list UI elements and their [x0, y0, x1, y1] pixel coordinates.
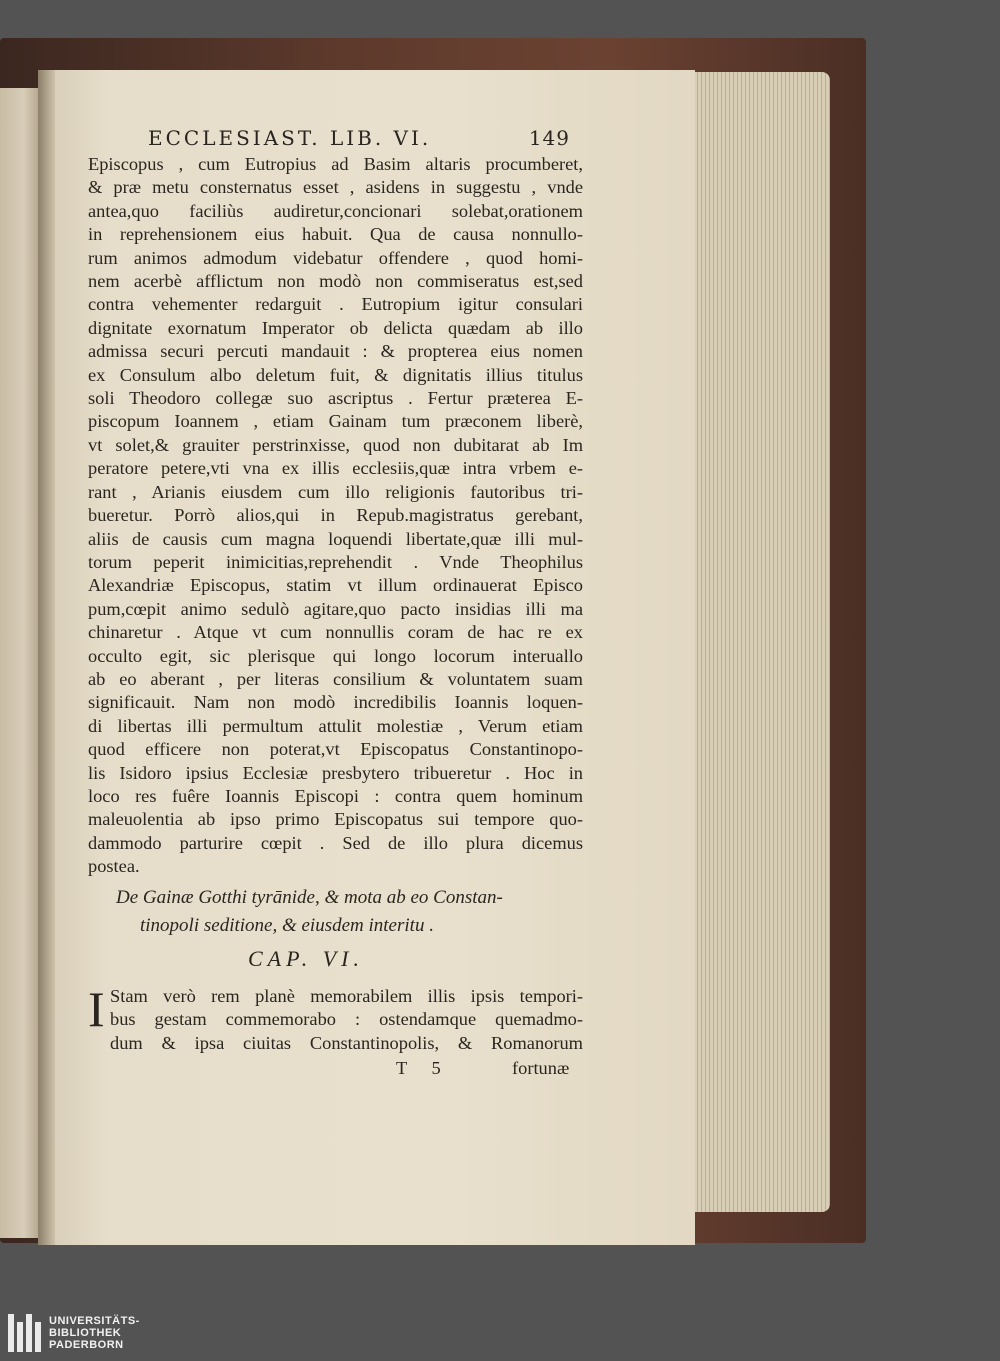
text-line: chinaretur . Atque vt cum nonnullis coram de hac re ex: [88, 622, 583, 643]
text-line: maleuolentia ab ipso primo Episcopatus sui tempore quo-: [88, 809, 583, 830]
text-line: Episcopus , cum Eutropius ad Basim altaris procumberet,: [88, 154, 583, 174]
text-line: peratore petere,vti vna ex illis ecclesiis,quæ intra vrbem e-: [88, 458, 583, 479]
library-logo-icon: [8, 1314, 41, 1352]
text-line: bueretur. Porrò alios,qui in Repub.magistratus gerebant,: [88, 505, 583, 526]
library-logo-line: UNIVERSITÄTS-: [49, 1315, 140, 1327]
text-line: di libertas illi permultum attulit molestiæ , Verum etiam: [88, 715, 583, 736]
text-line: pum,cœpit animo sedulò agitare,quo pacto insidias illi ma: [88, 598, 583, 619]
text-line: vt solet,& grauiter perstrinxisse, quod non dubitarat ab Im: [88, 434, 583, 455]
text-line: dignitate exornatum Imperator ob delicta quædam ab illo: [88, 317, 583, 338]
drop-cap: I: [88, 981, 105, 1037]
text-line: lis Isidoro ipsius Ecclesiæ presbytero tribueretur . Hoc in: [88, 762, 583, 783]
text-line: bus gestam commemorabo : ostendamque quemadmo-: [110, 1009, 583, 1030]
signature-mark: T 5: [396, 1058, 451, 1078]
library-logo-text: [49, 1315, 140, 1351]
chapter-heading-line: De Gainæ Gotthi tyrānide, & mota ab eo Constan-: [116, 887, 503, 908]
library-logo-line: PADERBORN: [49, 1339, 124, 1351]
page-number: 149: [528, 126, 570, 150]
library-logo: [8, 1310, 140, 1356]
text-line: ab eo aberant , per literas consilium & voluntatem suam: [88, 668, 583, 689]
text-line: soli Theodoro collegæ suo ascriptus . Fertur præterea E-: [88, 388, 583, 409]
page-edges: [690, 72, 830, 1212]
text-line: dum & ipsa ciuitas Constantinopolis, & Romanorum: [110, 1032, 583, 1053]
text-line: Stam verò rem planè memorabilem illis ipsis tempori-: [110, 986, 583, 1006]
text-line: in reprehensionem eius habuit. Qua de causa nonnullo-: [88, 224, 583, 245]
text-line: occulto egit, sic plerisque qui longo locorum interuallo: [88, 645, 583, 666]
running-head-title: ECCLESIAST. LIB. VI.: [148, 126, 432, 150]
text-line: postea.: [88, 856, 140, 877]
running-head: [148, 126, 578, 150]
text-line: piscopum Ioannem , etiam Gainam tum præconem liberè,: [88, 411, 583, 432]
text-line: & præ metu consternatus esset , asidens in suggestu , vnde: [88, 177, 583, 198]
text-line: antea,quo faciliùs audiretur,concionari solebat,orationem: [88, 200, 583, 221]
text-line: admissa securi percuti mandauit : & propterea eius nomen: [88, 341, 583, 362]
chapter-heading: [116, 884, 576, 940]
text-line: rant , Arianis eiusdem cum illo religionis fautoribus tri-: [88, 481, 583, 502]
text-line: significauit. Nam non modò incredibilis Ioannis loquen-: [88, 692, 583, 713]
text-line: dammodo parturire cœpit . Sed de illo plura dicemus: [88, 832, 583, 853]
text-line: torum peperit inimicitias,reprehendit . Vnde Theophilus: [88, 551, 583, 572]
text-line: ex Consulum albo deletum fuit, & dignitatis illius titulus: [88, 364, 583, 385]
library-logo-line: BIBLIOTHEK: [49, 1327, 122, 1339]
text-line: aliis de causis cum magna loquendi libertate,quæ illi mul-: [88, 528, 583, 549]
body-text: [88, 153, 583, 879]
chapter-label: CAP. VI.: [248, 946, 364, 971]
chapter-heading-line: tinopoli seditione, & eiusdem interitu .: [140, 915, 434, 936]
text-line: loco res fuêre Ioannis Episcopi : contra quem hominum: [88, 785, 583, 806]
left-page-edge: [0, 88, 40, 1238]
text-line: Alexandriæ Episcopus, statim vt illum ordinauerat Episco: [88, 575, 583, 596]
chapter-text: [88, 981, 583, 1055]
text-line: quod efficere non poterat,vt Episcopatus Constantinopo-: [88, 739, 583, 760]
text-line: nem acerbè afflictum non modò non commiseratus est,sed: [88, 271, 583, 292]
text-line: contra vehementer redarguit . Eutropium igitur consulari: [88, 294, 583, 315]
text-line: rum animos admodum videbatur offendere , quod homi-: [88, 247, 583, 268]
catchword: fortunæ: [512, 1058, 570, 1078]
